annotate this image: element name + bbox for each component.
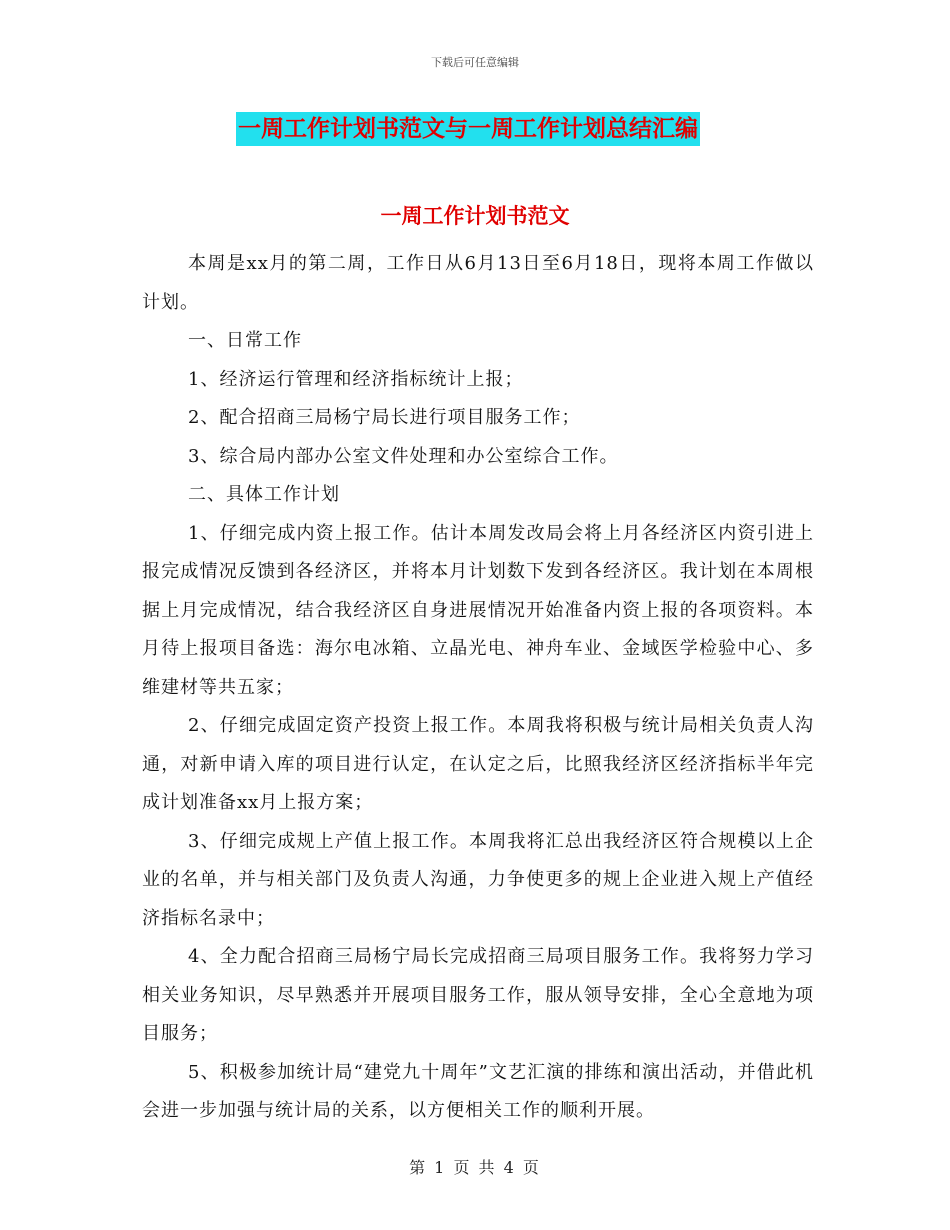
main-title: 一周工作计划书范文与一周工作计划总结汇编 bbox=[236, 112, 700, 146]
paragraph-item: 5、积极参加统计局“建党九十周年”文艺汇演的排练和演出活动，并借此机会进一步加强与统计局的关系，以方便相关工作的顺利开展。 bbox=[142, 1061, 814, 1121]
body-text bbox=[142, 245, 814, 1131]
sub-title: 一周工作计划书范文 bbox=[380, 204, 570, 228]
paragraph-item: 1、仔细完成内资上报工作。估计本周发改局会将上月各经济区内资引进上报完成情况反馈到各经济区，并将本月计划数下发到各经济区。我计划在本周根据上月完成情况，结合我经济区自身进展情况开始准备内资上报的各项资料。本月待上报项目备选：海尔电冰箱、立晶光电、神舟车业、金域医学检验中心、多维建材等共五家； bbox=[142, 522, 814, 698]
paragraph-item: 4、全力配合招商三局杨宁局长完成招商三局项目服务工作。我将努力学习相关业务知识，尽早熟悉并开展项目服务工作，服从领导安排，全心全意地为项目服务； bbox=[142, 946, 814, 1044]
paragraph-item: 2、配合招商三局杨宁局长进行项目服务工作； bbox=[188, 407, 581, 428]
paragraph-item: 2、仔细完成固定资产投资上报工作。本周我将积极与统计局相关负责人沟通，对新申请入库的项目进行认定，在认定之后，比照我经济区经济指标半年完成计划准备xx月上报方案； bbox=[142, 715, 814, 813]
paragraph-item: 3、仔细完成规上产值上报工作。本周我将汇总出我经济区符合规模以上企业的名单，并与相关部门及负责人沟通，力争使更多的规上企业进入规上产值经济指标名录中； bbox=[142, 830, 814, 929]
header-note: 下载后可任意编辑 bbox=[431, 56, 519, 69]
paragraph-item: 1、经济运行管理和经济指标统计上报； bbox=[188, 368, 524, 390]
page-footer: 第 1 页 共 4 页 bbox=[409, 1158, 541, 1177]
paragraph-intro: 本周是xx月的第二周，工作日从6月13日至6月18日，现将本周工作做以计划。 bbox=[142, 253, 814, 313]
section-heading-daily: 一、日常工作 bbox=[188, 330, 302, 351]
paragraph-item: 3、综合局内部办公室文件处理和办公室综合工作。 bbox=[188, 445, 619, 467]
section-heading-plan: 二、具体工作计划 bbox=[188, 484, 340, 505]
